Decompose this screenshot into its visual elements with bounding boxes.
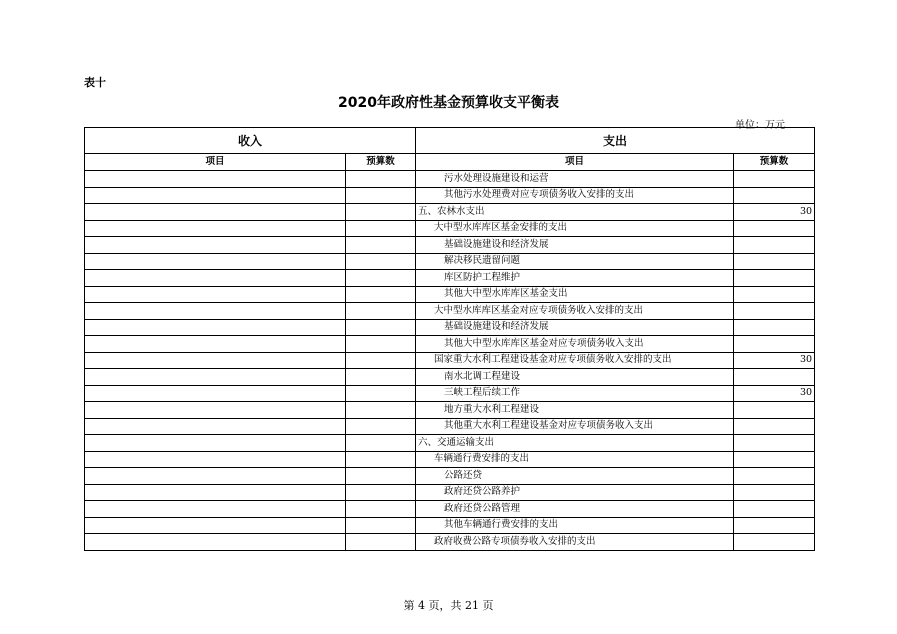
expenditure-amount-cell <box>734 253 815 270</box>
income-amount-cell <box>346 220 416 237</box>
column-header-row <box>85 154 815 171</box>
expenditure-item-cell: 污水处理设施建设和运营 <box>416 171 734 188</box>
table-row <box>85 435 815 452</box>
table-row <box>85 468 815 485</box>
table-row <box>85 369 815 386</box>
income-amount-cell <box>346 336 416 353</box>
budget-balance-table <box>84 127 815 551</box>
expenditure-amount-cell: 30 <box>734 385 815 402</box>
income-amount-cell <box>346 385 416 402</box>
unit-label: 单位：万元 <box>735 120 785 131</box>
expenditure-amount-cell: 30 <box>734 352 815 369</box>
expenditure-item-cell: 库区防护工程维护 <box>416 270 734 287</box>
table-number-label: 表十 <box>84 76 106 89</box>
income-item-cell <box>85 369 346 386</box>
expenditure-amount-cell <box>734 534 815 551</box>
table-row <box>85 303 815 320</box>
income-item-cell <box>85 286 346 303</box>
income-item-cell <box>85 501 346 518</box>
table-row <box>85 534 815 551</box>
expenditure-amount-cell <box>734 270 815 287</box>
income-amount-col-header: 预算数 <box>346 154 416 171</box>
income-amount-cell <box>346 204 416 221</box>
expenditure-item-cell: 地方重大水利工程建设 <box>416 402 734 419</box>
income-item-cell <box>85 336 346 353</box>
income-amount-cell <box>346 286 416 303</box>
expenditure-item-col-header: 项目 <box>416 154 734 171</box>
expenditure-item-cell: 其他污水处理费对应专项债务收入安排的支出 <box>416 187 734 204</box>
expenditure-item-cell: 其他车辆通行费安排的支出 <box>416 517 734 534</box>
income-item-cell <box>85 517 346 534</box>
table-row <box>85 319 815 336</box>
income-item-cell <box>85 484 346 501</box>
income-amount-cell <box>346 501 416 518</box>
table-row <box>85 270 815 287</box>
table-row <box>85 352 815 369</box>
expenditure-item-cell: 其他大中型水库库区基金支出 <box>416 286 734 303</box>
income-amount-cell <box>346 418 416 435</box>
income-amount-cell <box>346 402 416 419</box>
table-row <box>85 171 815 188</box>
expenditure-item-cell: 政府还贷公路养护 <box>416 484 734 501</box>
income-item-cell <box>85 204 346 221</box>
expenditure-item-cell: 国家重大水利工程建设基金对应专项债务收入安排的支出 <box>416 352 734 369</box>
income-amount-cell <box>346 187 416 204</box>
expenditure-item-cell: 大中型水库库区基金安排的支出 <box>416 220 734 237</box>
expenditure-item-cell: 五、农林水支出 <box>416 204 734 221</box>
table-row <box>85 451 815 468</box>
expenditure-amount-cell <box>734 187 815 204</box>
table-row <box>85 237 815 254</box>
income-amount-cell <box>346 484 416 501</box>
page-number: 第 4 页，共 21 页 <box>403 599 494 612</box>
expenditure-amount-cell <box>734 220 815 237</box>
expenditure-amount-cell <box>734 435 815 452</box>
income-amount-cell <box>346 517 416 534</box>
income-amount-cell <box>346 237 416 254</box>
income-item-cell <box>85 270 346 287</box>
income-amount-cell <box>346 270 416 287</box>
expenditure-item-cell: 政府收费公路专项债券收入安排的支出 <box>416 534 734 551</box>
income-item-cell <box>85 187 346 204</box>
expenditure-amount-cell <box>734 402 815 419</box>
income-item-cell <box>85 418 346 435</box>
income-item-cell <box>85 303 346 320</box>
expenditure-item-cell: 公路还贷 <box>416 468 734 485</box>
income-amount-cell <box>346 435 416 452</box>
income-item-cell <box>85 237 346 254</box>
income-item-cell <box>85 385 346 402</box>
expenditure-amount-cell <box>734 336 815 353</box>
expenditure-item-cell: 其他重大水利工程建设基金对应专项债务收入支出 <box>416 418 734 435</box>
income-amount-cell <box>346 319 416 336</box>
income-amount-cell <box>346 534 416 551</box>
page-title: 2020年政府性基金预算收支平衡表 <box>338 95 559 111</box>
table-row <box>85 220 815 237</box>
expenditure-amount-cell <box>734 303 815 320</box>
income-item-cell <box>85 451 346 468</box>
income-item-cell <box>85 468 346 485</box>
income-amount-cell <box>346 352 416 369</box>
table-row <box>85 517 815 534</box>
income-header: 收入 <box>85 128 416 154</box>
expenditure-item-cell: 六、交通运输支出 <box>416 435 734 452</box>
expenditure-item-cell: 政府还贷公路管理 <box>416 501 734 518</box>
table-row <box>85 253 815 270</box>
table-row <box>85 418 815 435</box>
table-row <box>85 336 815 353</box>
expenditure-item-cell: 三峡工程后续工作 <box>416 385 734 402</box>
expenditure-amount-cell <box>734 517 815 534</box>
expenditure-amount-cell <box>734 418 815 435</box>
income-item-cell <box>85 319 346 336</box>
income-amount-cell <box>346 253 416 270</box>
income-item-col-header: 项目 <box>85 154 346 171</box>
income-item-cell <box>85 352 346 369</box>
table-row <box>85 501 815 518</box>
income-item-cell <box>85 253 346 270</box>
expenditure-amount-cell: 30 <box>734 204 815 221</box>
income-item-cell <box>85 220 346 237</box>
expenditure-amount-col-header: 预算数 <box>734 154 815 171</box>
income-item-cell <box>85 435 346 452</box>
expenditure-amount-cell <box>734 451 815 468</box>
income-amount-cell <box>346 468 416 485</box>
section-header-row <box>85 128 815 154</box>
expenditure-amount-cell <box>734 468 815 485</box>
expenditure-item-cell: 车辆通行费安排的支出 <box>416 451 734 468</box>
table-row <box>85 187 815 204</box>
income-amount-cell <box>346 369 416 386</box>
expenditure-header: 支出 <box>416 128 815 154</box>
expenditure-item-cell: 大中型水库库区基金对应专项债务收入安排的支出 <box>416 303 734 320</box>
income-item-cell <box>85 171 346 188</box>
expenditure-amount-cell <box>734 286 815 303</box>
expenditure-amount-cell <box>734 171 815 188</box>
expenditure-item-cell: 基础设施建设和经济发展 <box>416 237 734 254</box>
income-amount-cell <box>346 451 416 468</box>
table-row <box>85 286 815 303</box>
expenditure-item-cell: 南水北调工程建设 <box>416 369 734 386</box>
expenditure-item-cell: 基础设施建设和经济发展 <box>416 319 734 336</box>
income-item-cell <box>85 534 346 551</box>
table-row <box>85 402 815 419</box>
expenditure-amount-cell <box>734 484 815 501</box>
table-row <box>85 385 815 402</box>
expenditure-amount-cell <box>734 369 815 386</box>
table-body <box>85 171 815 551</box>
table-row <box>85 204 815 221</box>
income-amount-cell <box>346 303 416 320</box>
expenditure-item-cell: 其他大中型水库库区基金对应专项债务收入支出 <box>416 336 734 353</box>
expenditure-item-cell: 解决移民遗留问题 <box>416 253 734 270</box>
expenditure-amount-cell <box>734 501 815 518</box>
income-item-cell <box>85 402 346 419</box>
table-row <box>85 484 815 501</box>
income-amount-cell <box>346 171 416 188</box>
expenditure-amount-cell <box>734 237 815 254</box>
expenditure-amount-cell <box>734 319 815 336</box>
